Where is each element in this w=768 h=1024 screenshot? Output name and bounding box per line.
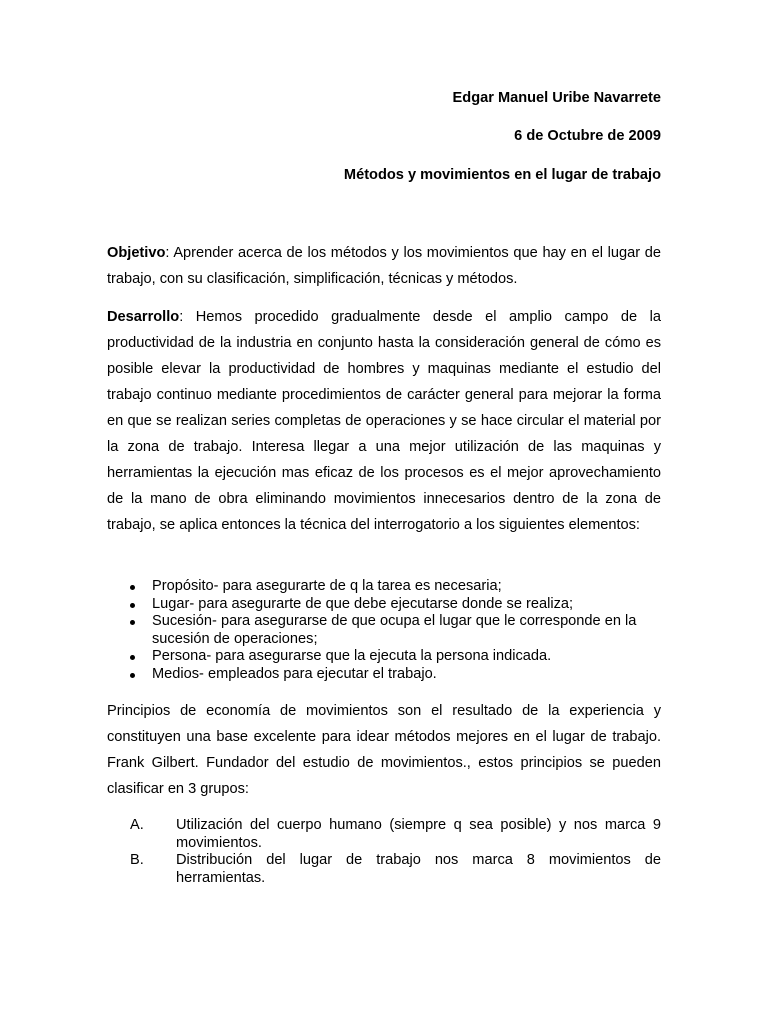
bullet-icon [130, 673, 135, 678]
bullet-icon [130, 603, 135, 608]
list-item-text: Lugar- para asegurarte de que debe ejecutarse donde se realiza; [152, 595, 574, 612]
list-item-text: Sucesión- para asegurarse de que ocupa el lugar que le corresponde en la sucesión de operaciones; [152, 613, 637, 647]
author-name: Edgar Manuel Uribe Navarrete [452, 90, 661, 106]
objective-text: : Aprender acerca de los métodos y los movimientos que hay en el lugar de trabajo, con su clasificación, simplificación, técnicas y métodos. [107, 245, 661, 287]
list-marker: B. [130, 852, 144, 868]
list-item-text: Utilización del cuerpo humano (siempre q sea posible) y nos marca 9 movimientos. [176, 817, 661, 851]
bullet-list [107, 578, 661, 683]
list-item [107, 648, 661, 666]
principles-paragraph: Principios de economía de movimientos son el resultado de la experiencia y constituyen una base excelente para idear métodos mejores en el lugar de trabajo. Frank Gilbert. Fundador del estudio de movimientos., estos principios se pueden clasificar en 3 grupos: [107, 703, 661, 797]
list-item-text: Medios- empleados para ejecutar el trabajo. [152, 665, 437, 682]
list-item [107, 613, 661, 648]
objective-label: Objetivo [107, 245, 166, 261]
list-item [107, 852, 661, 887]
bullet-icon [130, 620, 135, 625]
list-marker: A. [130, 817, 144, 833]
document-title: Métodos y movimientos en el lugar de trabajo [343, 167, 661, 183]
document-date: 6 de Octubre de 2009 [514, 128, 661, 144]
list-item-text: Distribución del lugar de trabajo nos marca 8 movimientos de herramientas. [176, 852, 661, 886]
list-item [107, 817, 661, 852]
list-item [107, 596, 661, 614]
bullet-icon [130, 655, 135, 660]
bullet-icon [130, 585, 135, 590]
objective-paragraph [107, 240, 661, 292]
list-item [107, 666, 661, 684]
development-label: Desarrollo [107, 309, 180, 325]
list-item-text: Persona- para asegurarse que la ejecuta la persona indicada. [152, 648, 552, 664]
development-text: : Hemos procedido gradualmente desde el amplio campo de la productividad de la industria en conjunto hasta la consideración general de cómo es posible elevar la productividad de hombres y maquinas mediante el estudio del trabajo continuo mediante procedimientos de carácter general para mejorar la forma en que se realizan series completas de operaciones y se hace circular el material por la zona de trabajo. Interesa llegar a una mejor utilización de las maquinas y herramientas la ejecución mas eficaz de los procesos es el mejor aprovechamiento de la mano de obra eliminando movimientos innecesarios dentro de la zona de trabajo, se aplica entonces la técnica del interrogatorio a los siguientes elementos: [107, 309, 661, 533]
group-list [107, 817, 661, 887]
list-item [107, 578, 661, 596]
list-item-text: Propósito- para asegurarte de q la tarea es necesaria; [152, 578, 502, 594]
development-paragraph [107, 304, 661, 538]
